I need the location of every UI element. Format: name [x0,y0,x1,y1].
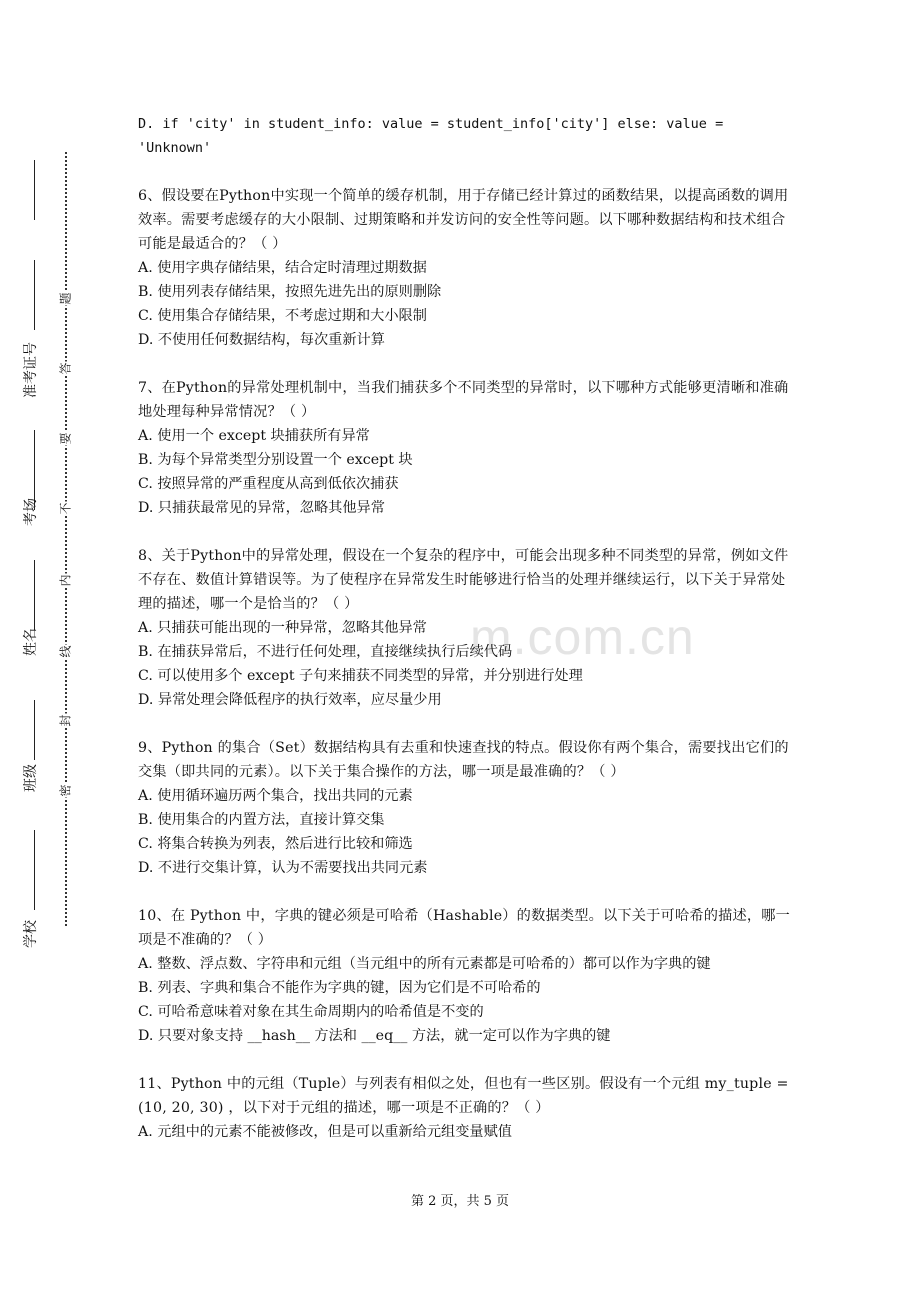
field-line [34,560,35,630]
question-stem: 8、关于Python中的异常处理，假设在一个复杂的程序中，可能会出现多种不同类型的异常，例如文件不存在、数值计算错误等。为了使程序在异常发生时能够进行恰当的处理并继续运行，以下关于异常处理的描述，哪一个是恰当的？（ ） [138,548,789,612]
question-10 [138,904,798,1048]
option-b: B. 为每个异常类型分别设置一个 except 块 [138,452,413,468]
question-list [138,112,798,1168]
option-b: B. 在捕获异常后，不进行任何处理，直接继续执行后续代码 [138,644,513,660]
watermark: m.com.cn [470,609,695,665]
question-stem: 9、Python 的集合（Set）数据结构具有去重和快速查找的特点。假设你有两个集合，需要找出它们的交集（即共同的元素）。以下关于集合操作的方法，哪一项是最准确的？（ ） [138,740,789,780]
question-11 [138,1072,798,1144]
seal-char: 封 [58,714,73,727]
field-name-label: 姓名 [23,628,39,656]
option-d: D. 不使用任何数据结构，每次重新计算 [138,332,385,348]
option-a: A. 元组中的元素不能被修改，但是可以重新给元组变量赋值 [138,1124,512,1140]
field-class-label: 班级 [23,764,39,792]
option-b: B. 使用列表存储结果，按照先进先出的原则删除 [138,284,442,300]
option-a: A. 使用一个 except 块捕获所有异常 [138,428,370,444]
option-a: A. 使用字典存储结果，结合定时清理过期数据 [138,260,427,276]
option-b: B. 列表、字典和集合不能作为字典的键，因为它们是不可哈希的 [138,980,541,996]
option-c: C. 将集合转换为列表，然后进行比较和筛选 [138,836,413,852]
question-5-tail [138,112,798,160]
question-stem: 6、假设要在Python中实现一个简单的缓存机制，用于存储已经计算过的函数结果，以提高函数的调用效率。需要考虑缓存的大小限制、过期策略和并发访问的安全性等问题。以下哪种数据结构和技术组合可能是最适合的？（ ） [138,188,789,252]
field-exam-id-label: 准考证号 [23,342,39,398]
option-d: D. if 'city' in student_info: value = student_info['city'] else: value = 'Unknown' [138,116,724,156]
option-d: D. 不进行交集计算，认为不需要找出共同元素 [138,860,428,876]
option-d: D. 异常处理会降低程序的执行效率，应尽量少用 [138,692,442,708]
question-7 [138,376,798,520]
option-a: A. 只捕获可能出现的一种异常，忽略其他异常 [138,620,427,636]
field-school-label: 学校 [23,920,39,948]
seal-char: 内 [58,574,73,587]
option-d: D. 只要对象支持 __hash__ 方法和 __eq__ 方法，就一定可以作为字典的键 [138,1028,611,1044]
option-c: C. 按照异常的严重程度从高到低依次捕获 [138,476,399,492]
question-stem: 7、在Python的异常处理机制中，当我们捕获多个不同类型的异常时，以下哪种方式能够更清晰和准确地处理每种异常情况？（ ） [138,380,789,420]
seal-char: 答 [58,362,73,375]
seal-char: 密 [58,784,73,797]
seal-char: 不 [58,502,73,515]
option-b: B. 使用集合的内置方法，直接计算交集 [138,812,385,828]
question-9 [138,736,798,880]
field-line [34,260,35,330]
option-d: D. 只捕获最常见的异常，忽略其他异常 [138,500,385,516]
option-c: C. 使用集合存储结果，不考虑过期和大小限制 [138,308,427,324]
option-a: A. 使用循环遍历两个集合，找出共同的元素 [138,788,413,804]
seal-dotted-line [65,152,67,926]
seal-char: 要 [58,432,73,445]
field-line [34,830,35,910]
field-line [34,700,35,760]
question-6 [138,184,798,352]
seal-char: 题 [58,292,73,305]
question-8 [138,544,798,712]
field-exam-room-label: 考场 [23,498,39,526]
seal-char: 线 [58,645,73,658]
option-c: C. 可以使用多个 except 子句来捕获不同类型的异常，并分别进行处理 [138,668,583,684]
option-c: C. 可哈希意味着对象在其生命周期内的哈希值是不变的 [138,1004,484,1020]
question-stem: 11、Python 中的元组（Tuple）与列表有相似之处，但也有一些区别。假设有一个元组 my_tuple = (10, 20, 30) ，以下对于元组的描述，哪一项是不正确的？（ ） [138,1076,789,1116]
field-line [34,160,35,220]
page-number: 第 2 页，共 5 页 [410,1194,510,1209]
question-stem: 10、在 Python 中，字典的键必须是可哈希（Hashable）的数据类型。以下关于可哈希的描述，哪一项是不准确的？（ ） [138,908,791,948]
option-a: A. 整数、浮点数、字符串和元组（当元组中的所有元素都是可哈希的）都可以作为字典的键 [138,956,711,972]
